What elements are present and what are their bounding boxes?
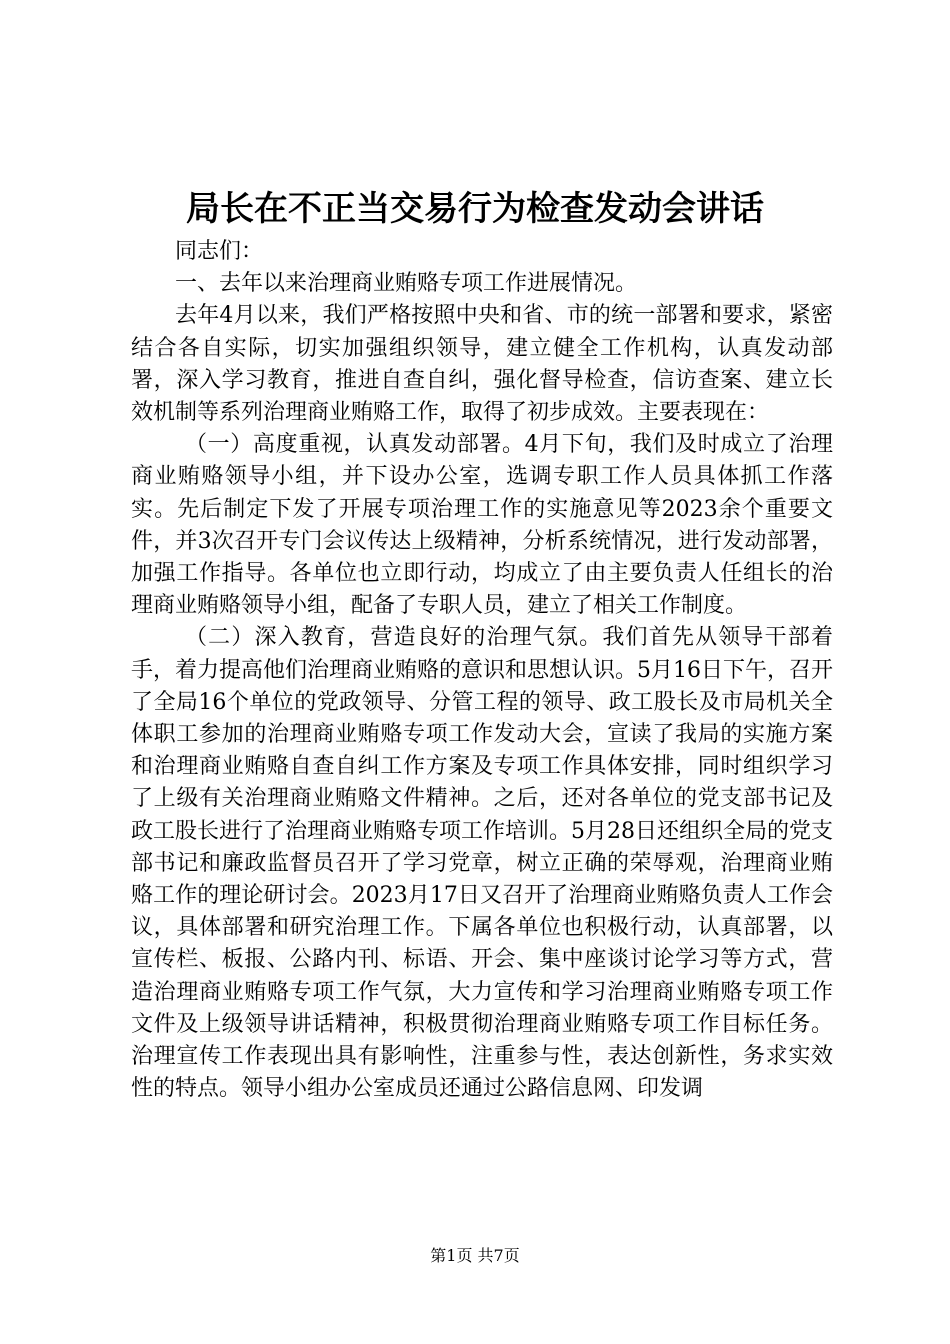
document-body bbox=[131, 236, 833, 1105]
section-heading-paragraph: 一、去年以来治理商业贿赂专项工作进展情况。 bbox=[175, 271, 638, 297]
document-title: 局长在不正当交易行为检查发动会讲话 bbox=[186, 189, 764, 229]
intro-paragraph: 去年4月以来，我们严格按照中央和省、市的统一部署和要求，紧密结合各自实际，切实加强组织领导，建立健全工作机构，认真发动部署，深入学习教育，推进自查自纠，强化督导检查，信访查案、建立长效机制等系列治理商业贿赂工作，取得了初步成效。主要表现在： bbox=[131, 303, 833, 426]
salutation-paragraph: 同志们： bbox=[175, 239, 264, 264]
page-footer: 第1页 共7页 bbox=[430, 1246, 520, 1265]
point-one-paragraph: （一）高度重视，认真发动部署。4月下旬，我们及时成立了治理商业贿赂领导小组，并下设办公室，选调专职工作人员具体抓工作落实。先后制定下发了开展专项治理工作的实施意见等2023余个重要文件，并3次召开专门会议传达上级精神，分析系统情况，进行发动部署，加强工作指导。各单位也立即行动，均成立了由主要负责人任组长的治理商业贿赂领导小组，配备了专职人员，建立了相关工作制度。 bbox=[131, 432, 833, 619]
point-two-paragraph: （二）深入教育，营造良好的治理气氛。我们首先从领导干部着手，着力提高他们治理商业贿赂的意识和思想认识。5月16日下午，召开了全局16个单位的党政领导、分管工程的领导、政工股长及市局机关全体职工参加的治理商业贿赂专项工作发动大会，宣读了我局的实施方案和治理商业贿赂自查自纠工作方案及专项工作具体安排，同时组织学习了上级有关治理商业贿赂文件精神。之后，还对各单位的党支部书记及政工股长进行了治理商业贿赂专项工作培训。5月28日还组织全局的党支部书记和廉政监督员召开了学习党章，树立正确的荣辱观，治理商业贿赂工作的理论研讨会。2023月17日又召开了治理商业贿赂负责人工作会议，具体部署和研究治理工作。下属各单位也积极行动，认真部署，以宣传栏、板报、公路内刊、标语、开会、集中座谈讨论学习等方式，营造治理商业贿赂专项工作气氛，大力宣传和学习治理商业贿赂专项工作文件及上级领导讲话精神，积极贯彻治理商业贿赂专项工作目标任务。治理宣传工作表现出具有影响性，注重参与性，表达创新性，务求实效性的特点。领导小组办公室成员还通过公路信息网、印发调 bbox=[131, 625, 833, 1102]
